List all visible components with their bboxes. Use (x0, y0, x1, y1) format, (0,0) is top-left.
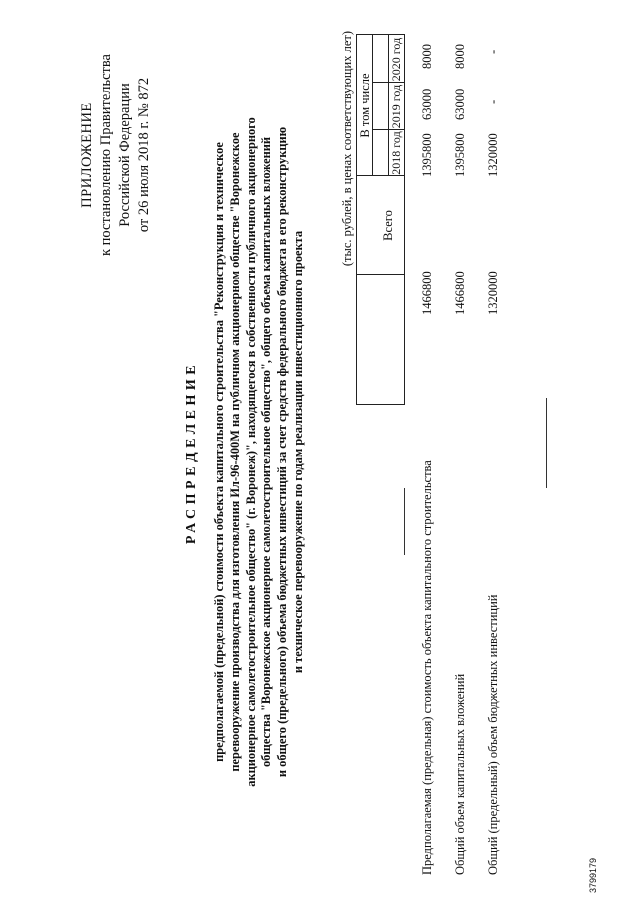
header-year-2020: 2020 год (389, 37, 403, 82)
cell-2020: 8000 (453, 44, 467, 69)
document-subtitle (212, 87, 307, 817)
appendix-header (78, 35, 154, 275)
cell-2018: 1395800 (453, 133, 467, 177)
appendix-line-3: от 26 июля 2018 г. № 872 (136, 77, 152, 233)
document-title: РАСПРЕДЕЛЕНИЕ (184, 360, 199, 545)
row-label-capital-investment: Общий объем капитальных вложений (453, 673, 467, 875)
row-label-budget-investment: Общий (предельный) объем бюджетных инвестиций (486, 594, 500, 875)
header-year-2018: 2018 год (389, 131, 403, 175)
cell-2020: - (486, 49, 500, 54)
subtitle-line: предполагаемой (предельной) стоимости объекта капитального строительства "Реконструкция и техническое (212, 142, 226, 762)
appendix-title: ПРИЛОЖЕНИЕ (79, 102, 95, 208)
row-label-estimated-cost: Предполагаемая (предельная) стоимость объекта капитального строительства (420, 460, 434, 875)
subtitle-line: акционерное самолетостроительное общество" (г. Воронеж)", находящегося в собственности публичного акционерного (243, 117, 258, 787)
cell-total: 1466800 (420, 271, 434, 315)
cell-total: 1466800 (453, 271, 467, 315)
separator-rule (404, 488, 405, 555)
units-note: (тыс. рублей, в ценах соответствующих лет) (340, 31, 354, 267)
subtitle-line: перевооружение производства для изготовления Ил-96-400М на публичном акционерном обществе "Воронежское (227, 132, 242, 772)
subtitle-line: и техническое перевооружение по годам реализации инвестиционного проекта (290, 230, 305, 674)
cell-2019: 63000 (420, 88, 434, 120)
separator-rule (546, 398, 547, 488)
cell-2019: - (486, 99, 500, 104)
cell-total: 1320000 (486, 271, 500, 315)
cell-2020: 8000 (420, 44, 434, 69)
cell-2018: 1395800 (420, 133, 434, 177)
cell-2019: 63000 (453, 88, 467, 120)
header-total: Всего (381, 210, 395, 241)
table-header (356, 34, 405, 405)
subtitle-line: общества "Воронежское акционерное самолетостроительное общество", общего объема капитальных вложений (259, 136, 274, 768)
header-year-2019: 2019 год (389, 84, 403, 129)
subtitle-line: и общего (предельного) объема бюджетных инвестиций за счет средств федерального бюджета в его реконструкцию (275, 126, 290, 778)
appendix-line-1: к постановлению Правительства (98, 54, 114, 256)
cell-2018: 1320000 (486, 133, 500, 177)
appendix-line-2: Российской Федерации (117, 83, 133, 227)
document-code: 3799179 (588, 857, 598, 893)
header-including: В том числе (358, 73, 372, 138)
